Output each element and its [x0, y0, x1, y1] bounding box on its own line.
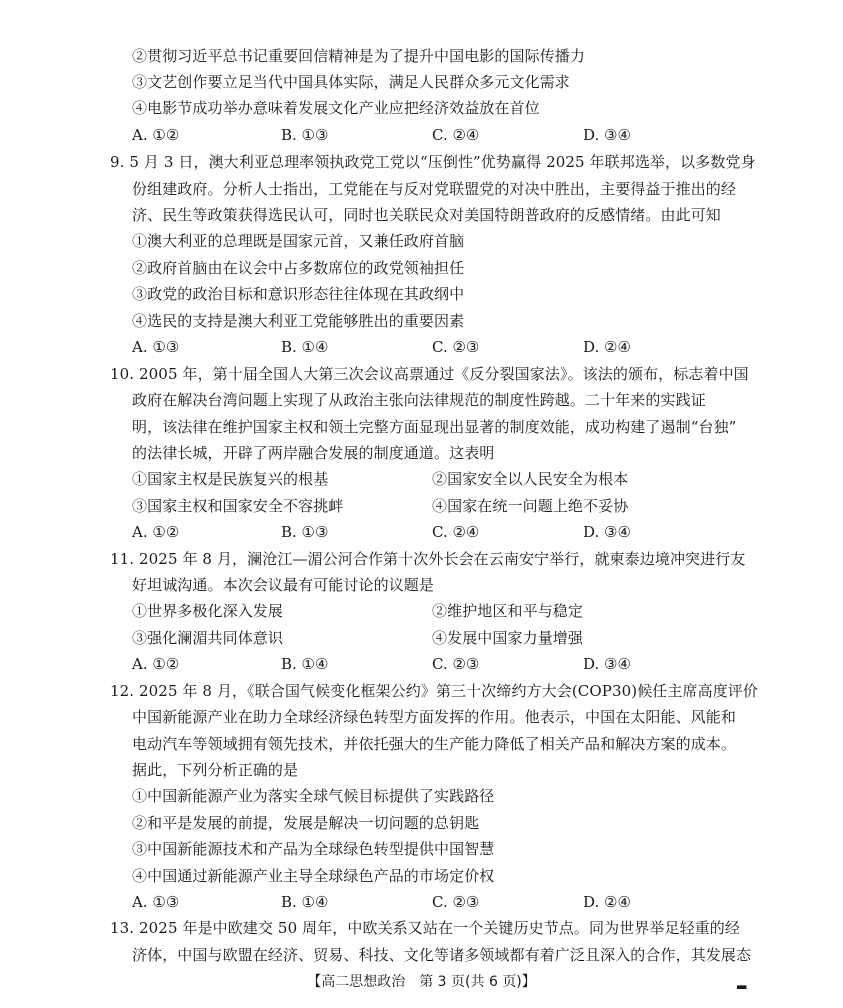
- q11-stem-line-2: 好坦诚沟通。本次会议最有可能讨论的议题是: [132, 576, 435, 594]
- q8-option-b: B. ①③: [281, 126, 329, 144]
- q10-option-c: C. ②④: [432, 523, 480, 541]
- q12-option-a: A. ①③: [132, 893, 180, 911]
- q12-statement-3: ③中国新能源技术和产品为全球绿色转型提供中国智慧: [132, 840, 495, 858]
- q12-option-d: D. ②④: [583, 893, 631, 911]
- q11-statement-3: ③强化澜湄共同体意识: [132, 629, 284, 647]
- q10-option-b: B. ①③: [281, 523, 329, 541]
- q12-option-b: B. ①④: [281, 893, 329, 911]
- page-footer: 【高二思想政治 第 3 页(共 6 页)】: [307, 974, 536, 990]
- q12-stem-line-3: 电动汽车等领域拥有领先技术，并依托强大的生产能力降低了相关产品和解决方案的成本。: [132, 735, 737, 753]
- q9-statement-1: ①澳大利亚的总理既是国家元首，又兼任政府首脑: [132, 232, 465, 250]
- q10-statement-3: ③国家主权和国家安全不容挑衅: [132, 497, 344, 515]
- q11-statement-2: ②维护地区和平与稳定: [432, 602, 584, 620]
- q10-stem-line-2: 政府在解决台湾问题上实现了从政治主张向法律规范的制度性跨越。二十年来的实践证: [132, 391, 706, 409]
- q10-stem-line-1: 10. 2005 年，第十届全国人大第三次会议高票通过《反分裂国家法》。该法的颁布，标志着中国: [110, 365, 749, 383]
- q12-stem-line-4: 据此，下列分析正确的是: [132, 761, 299, 779]
- q9-stem-line-3: 济、民生等政策获得选民认可，同时也关联民众对美国特朗普政府的反感情绪。由此可知: [132, 206, 721, 224]
- q10-statement-2: ②国家安全以人民安全为根本: [432, 470, 629, 488]
- q10-option-a: A. ①②: [132, 523, 180, 541]
- q9-option-d: D. ②④: [583, 338, 631, 356]
- q12-stem-line-2: 中国新能源产业在助力全球经济绿色转型方面发挥的作用。他表示，中国在太阳能、风能和: [132, 708, 737, 726]
- q9-stem-line-1: 9. 5 月 3 日，澳大利亚总理率领执政党工党以“压倒性”优势赢得 2025 年联邦选举，以多数党身: [110, 153, 756, 171]
- q11-statement-1: ①世界多极化深入发展: [132, 602, 284, 620]
- q12-statement-2: ②和平是发展的前提，发展是解决一切问题的总钥匙: [132, 814, 480, 832]
- q9-option-c: C. ②③: [432, 338, 480, 356]
- q9-stem-line-2: 份组建政府。分析人士指出，工党能在与反对党联盟党的对决中胜出，主要得益于推出的经: [132, 180, 737, 198]
- q11-statement-4: ④发展中国家力量增强: [432, 629, 584, 647]
- q9-statement-2: ②政府首脑由在议会中占多数席位的政党领袖担任: [132, 259, 465, 277]
- q8-statement-2: ②贯彻习近平总书记重要回信精神是为了提升中国电影的国际传播力: [132, 47, 586, 65]
- q11-option-c: C. ②③: [432, 655, 480, 673]
- q8-statement-4: ④电影节成功举办意味着发展文化产业应把经济效益放在首位: [132, 99, 540, 117]
- q11-option-b: B. ①④: [281, 655, 329, 673]
- q12-stem-line-1: 12. 2025 年 8 月，《联合国气候变化框架公约》第三十次缔约方大会(COP30)候任主席高度评价: [110, 682, 759, 700]
- q8-statement-3: ③文艺创作要立足当代中国具体实际，满足人民群众多元文化需求: [132, 73, 570, 91]
- q9-option-b: B. ①④: [281, 338, 329, 356]
- q10-statement-1: ①国家主权是民族复兴的根基: [132, 470, 329, 488]
- q8-option-c: C. ②④: [432, 126, 480, 144]
- q10-statement-4: ④国家在统一问题上绝不妥协: [432, 497, 629, 515]
- q10-stem-line-3: 明，该法律在维护国家主权和领土完整方面显现出显著的制度效能，成功构建了遏制“台独”: [132, 418, 737, 436]
- q9-statement-4: ④选民的支持是澳大利亚工党能够胜出的重要因素: [132, 312, 465, 330]
- q9-statement-3: ③政党的政治目标和意识形态往往体现在其政纲中: [132, 285, 465, 303]
- q11-option-d: D. ③④: [583, 655, 631, 673]
- q13-stem-line-1: 13. 2025 年是中欧建交 50 周年，中欧关系又站在一个关键历史节点。同为世界举足轻重的经: [110, 919, 740, 937]
- q9-option-a: A. ①③: [132, 338, 180, 356]
- q12-option-c: C. ②③: [432, 893, 480, 911]
- q10-option-d: D. ③④: [583, 523, 631, 541]
- q10-stem-line-4: 的法律长城，开辟了两岸融合发展的制度通道。这表明: [132, 444, 495, 462]
- corner-mark: ▂: [737, 975, 747, 989]
- q8-option-d: D. ③④: [583, 126, 631, 144]
- q11-option-a: A. ①②: [132, 655, 180, 673]
- q11-stem-line-1: 11. 2025 年 8 月，澜沧江—湄公河合作第十次外长会在云南安宁举行，就柬泰边境冲突进行友: [110, 550, 746, 568]
- q12-statement-4: ④中国通过新能源产业主导全球绿色产品的市场定价权: [132, 867, 495, 885]
- q13-stem-line-2: 济体，中国与欧盟在经济、贸易、科技、文化等诸多领域都有着广泛且深入的合作，其发展态: [132, 946, 752, 964]
- q8-option-a: A. ①②: [132, 126, 180, 144]
- q12-statement-1: ①中国新能源产业为落实全球气候目标提供了实践路径: [132, 787, 495, 805]
